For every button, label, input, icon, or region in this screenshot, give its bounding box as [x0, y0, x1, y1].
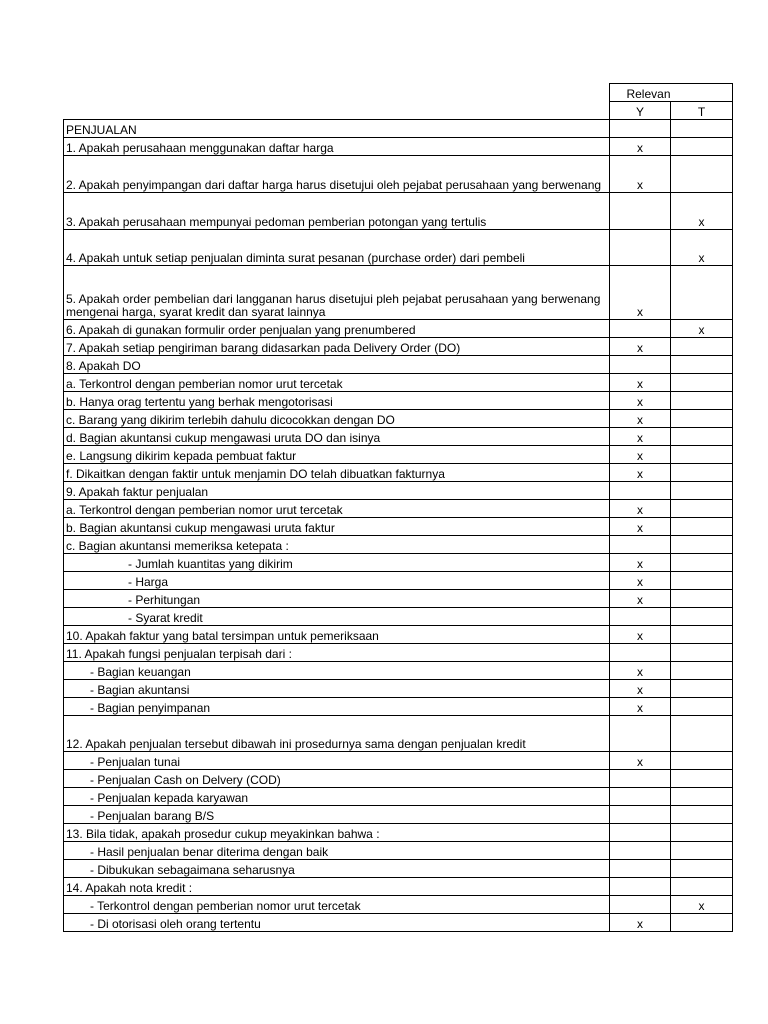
answer-y-cell: x — [610, 500, 671, 518]
answer-y-cell — [610, 608, 671, 626]
answer-t-cell — [671, 662, 733, 680]
answer-y-cell: x — [610, 374, 671, 392]
question-cell: - Penjualan barang B/S — [64, 806, 610, 824]
answer-y-cell: x — [610, 138, 671, 156]
answer-t-cell — [671, 824, 733, 842]
answer-t-cell — [671, 356, 733, 374]
checklist-row — [64, 266, 733, 320]
question-cell: - Terkontrol dengan pemberian nomor urut tercetak — [64, 896, 610, 914]
answer-y-cell: x — [610, 338, 671, 356]
answer-y-cell: x — [610, 428, 671, 446]
question-cell: b. Bagian akuntansi cukup mengawasi uruta faktur — [64, 518, 610, 536]
checklist-row — [64, 680, 733, 698]
question-cell: 8. Apakah DO — [64, 356, 610, 374]
question-cell: a. Terkontrol dengan pemberian nomor urut tercetak — [64, 374, 610, 392]
answer-t-cell — [671, 428, 733, 446]
checklist-row — [64, 156, 733, 193]
question-cell: 7. Apakah setiap pengiriman barang didasarkan pada Delivery Order (DO) — [64, 338, 610, 356]
relevan-header-fill — [671, 84, 733, 102]
answer-y-cell — [610, 824, 671, 842]
checklist-row — [64, 518, 733, 536]
question-cell: a. Terkontrol dengan pemberian nomor urut tercetak — [64, 500, 610, 518]
answer-t-cell — [671, 716, 733, 752]
checklist-row — [64, 374, 733, 392]
answer-t-cell — [671, 860, 733, 878]
question-cell: 14. Apakah nota kredit : — [64, 878, 610, 896]
answer-t-cell — [671, 788, 733, 806]
relevan-header: Relevan — [610, 84, 671, 102]
checklist-row — [64, 824, 733, 842]
answer-y-cell — [610, 842, 671, 860]
answer-y-cell — [610, 788, 671, 806]
question-cell: 10. Apakah faktur yang batal tersimpan untuk pemeriksaan — [64, 626, 610, 644]
checklist-row — [64, 806, 733, 824]
checklist-row — [64, 860, 733, 878]
answer-t-cell — [671, 446, 733, 464]
question-cell: - Jumlah kuantitas yang dikirim — [64, 554, 610, 572]
question-cell: f. Dikaitkan dengan faktir untuk menjamin DO telah dibuatkan fakturnya — [64, 464, 610, 482]
answer-y-cell — [610, 230, 671, 266]
checklist-row — [64, 230, 733, 266]
checklist-row — [64, 464, 733, 482]
checklist-row — [64, 770, 733, 788]
answer-t-cell — [671, 572, 733, 590]
checklist-row — [64, 356, 733, 374]
answer-t-cell — [671, 338, 733, 356]
question-cell: PENJUALAN — [64, 120, 610, 138]
question-cell: - Harga — [64, 572, 610, 590]
answer-t-cell — [671, 266, 733, 320]
checklist-row — [64, 482, 733, 500]
checklist-row — [64, 626, 733, 644]
question-cell: 9. Apakah faktur penjualan — [64, 482, 610, 500]
checklist-row — [64, 428, 733, 446]
answer-y-cell — [610, 806, 671, 824]
checklist-row — [64, 536, 733, 554]
checklist-row — [64, 338, 733, 356]
answer-y-cell: x — [610, 572, 671, 590]
answer-y-cell — [610, 644, 671, 662]
question-cell: c. Bagian akuntansi memeriksa ketepata : — [64, 536, 610, 554]
answer-y-cell — [610, 356, 671, 374]
answer-y-cell: x — [610, 554, 671, 572]
answer-y-cell: x — [610, 662, 671, 680]
answer-t-cell — [671, 806, 733, 824]
question-cell: 5. Apakah order pembelian dari langganan harus disetujui pleh pejabat perusahaan yang berwenang mengenai harga, syarat kredit dan syarat lainnya — [64, 266, 610, 320]
answer-y-cell — [610, 482, 671, 500]
answer-t-cell — [671, 500, 733, 518]
answer-y-cell — [610, 860, 671, 878]
checklist-row — [64, 842, 733, 860]
answer-y-cell — [610, 770, 671, 788]
checklist-row — [64, 500, 733, 518]
answer-y-cell: x — [610, 410, 671, 428]
answer-y-cell: x — [610, 266, 671, 320]
question-cell: 12. Apakah penjualan tersebut dibawah ini prosedurnya sama dengan penjualan kredit — [64, 716, 610, 752]
answer-y-cell — [610, 896, 671, 914]
question-cell: - Bagian akuntansi — [64, 680, 610, 698]
answer-t-cell — [671, 464, 733, 482]
question-cell: - Dibukukan sebagaimana seharusnya — [64, 860, 610, 878]
question-cell: - Hasil penjualan benar diterima dengan baik — [64, 842, 610, 860]
question-cell: - Syarat kredit — [64, 608, 610, 626]
checklist-row — [64, 662, 733, 680]
checklist-row — [64, 138, 733, 156]
question-cell: - Penjualan kepada karyawan — [64, 788, 610, 806]
answer-y-cell — [610, 878, 671, 896]
answer-y-cell — [610, 193, 671, 230]
question-cell: 13. Bila tidak, apakah prosedur cukup meyakinkan bahwa : — [64, 824, 610, 842]
answer-t-cell — [671, 752, 733, 770]
answer-y-cell: x — [610, 446, 671, 464]
answer-t-cell — [671, 482, 733, 500]
answer-t-cell — [671, 156, 733, 193]
question-cell: b. Hanya orag tertentu yang berhak mengotorisasi — [64, 392, 610, 410]
question-cell: 1. Apakah perusahaan menggunakan daftar harga — [64, 138, 610, 156]
checklist-row — [64, 554, 733, 572]
checklist-row — [64, 698, 733, 716]
answer-t-cell — [671, 842, 733, 860]
header-blank-cell — [64, 84, 610, 102]
answer-y-cell: x — [610, 518, 671, 536]
question-cell: d. Bagian akuntansi cukup mengawasi uruta DO dan isinya — [64, 428, 610, 446]
answer-t-cell — [671, 644, 733, 662]
answer-y-cell — [610, 320, 671, 338]
answer-y-cell: x — [610, 914, 671, 932]
answer-y-cell — [610, 120, 671, 138]
answer-t-cell — [671, 770, 733, 788]
answer-y-cell: x — [610, 464, 671, 482]
question-cell: e. Langsung dikirim kepada pembuat faktur — [64, 446, 610, 464]
answer-y-cell: x — [610, 752, 671, 770]
answer-t-cell — [671, 626, 733, 644]
question-cell: c. Barang yang dikirim terlebih dahulu dicocokkan dengan DO — [64, 410, 610, 428]
answer-t-cell — [671, 914, 733, 932]
question-cell: - Di otorisasi oleh orang tertentu — [64, 914, 610, 932]
answer-y-cell — [610, 716, 671, 752]
checklist-row — [64, 446, 733, 464]
checklist-row — [64, 644, 733, 662]
question-cell: 11. Apakah fungsi penjualan terpisah dari : — [64, 644, 610, 662]
column-header-t: T — [671, 102, 733, 120]
answer-t-cell: x — [671, 896, 733, 914]
column-header-y: Y — [610, 102, 671, 120]
checklist-row — [64, 392, 733, 410]
audit-checklist-table — [63, 83, 733, 932]
checklist-row — [64, 788, 733, 806]
question-cell: - Penjualan tunai — [64, 752, 610, 770]
checklist-row — [64, 590, 733, 608]
answer-t-cell — [671, 590, 733, 608]
checklist-body — [64, 84, 733, 932]
question-cell: - Perhitungan — [64, 590, 610, 608]
question-cell: - Penjualan Cash on Delvery (COD) — [64, 770, 610, 788]
answer-y-cell: x — [610, 680, 671, 698]
answer-t-cell — [671, 878, 733, 896]
question-cell: 4. Apakah untuk setiap penjualan diminta surat pesanan (purchase order) dari pembeli — [64, 230, 610, 266]
checklist-row — [64, 608, 733, 626]
answer-t-cell: x — [671, 320, 733, 338]
answer-t-cell — [671, 392, 733, 410]
answer-y-cell: x — [610, 156, 671, 193]
question-cell: 2. Apakah penyimpangan dari daftar harga harus disetujui oleh pejabat perusahaan yang berwenang — [64, 156, 610, 193]
answer-y-cell: x — [610, 698, 671, 716]
checklist-row — [64, 716, 733, 752]
question-cell: - Bagian keuangan — [64, 662, 610, 680]
answer-y-cell: x — [610, 392, 671, 410]
answer-t-cell — [671, 518, 733, 536]
header-blank-cell — [64, 102, 610, 120]
answer-t-cell: x — [671, 193, 733, 230]
checklist-row — [64, 572, 733, 590]
checklist-row — [64, 896, 733, 914]
checklist-row — [64, 878, 733, 896]
question-cell: 6. Apakah di gunakan formulir order penjualan yang prenumbered — [64, 320, 610, 338]
checklist-row — [64, 752, 733, 770]
question-cell: 3. Apakah perusahaan mempunyai pedoman pemberian potongan yang tertulis — [64, 193, 610, 230]
answer-t-cell — [671, 410, 733, 428]
checklist-row — [64, 410, 733, 428]
answer-t-cell — [671, 120, 733, 138]
checklist-row — [64, 914, 733, 932]
question-cell: - Bagian penyimpanan — [64, 698, 610, 716]
checklist-row — [64, 120, 733, 138]
answer-t-cell — [671, 698, 733, 716]
answer-y-cell — [610, 536, 671, 554]
answer-t-cell — [671, 138, 733, 156]
header-row-group — [64, 84, 733, 102]
answer-y-cell: x — [610, 590, 671, 608]
answer-t-cell — [671, 536, 733, 554]
header-row-columns — [64, 102, 733, 120]
checklist-row — [64, 320, 733, 338]
answer-t-cell — [671, 680, 733, 698]
answer-t-cell: x — [671, 230, 733, 266]
answer-t-cell — [671, 608, 733, 626]
answer-y-cell: x — [610, 626, 671, 644]
answer-t-cell — [671, 554, 733, 572]
answer-t-cell — [671, 374, 733, 392]
checklist-row — [64, 193, 733, 230]
